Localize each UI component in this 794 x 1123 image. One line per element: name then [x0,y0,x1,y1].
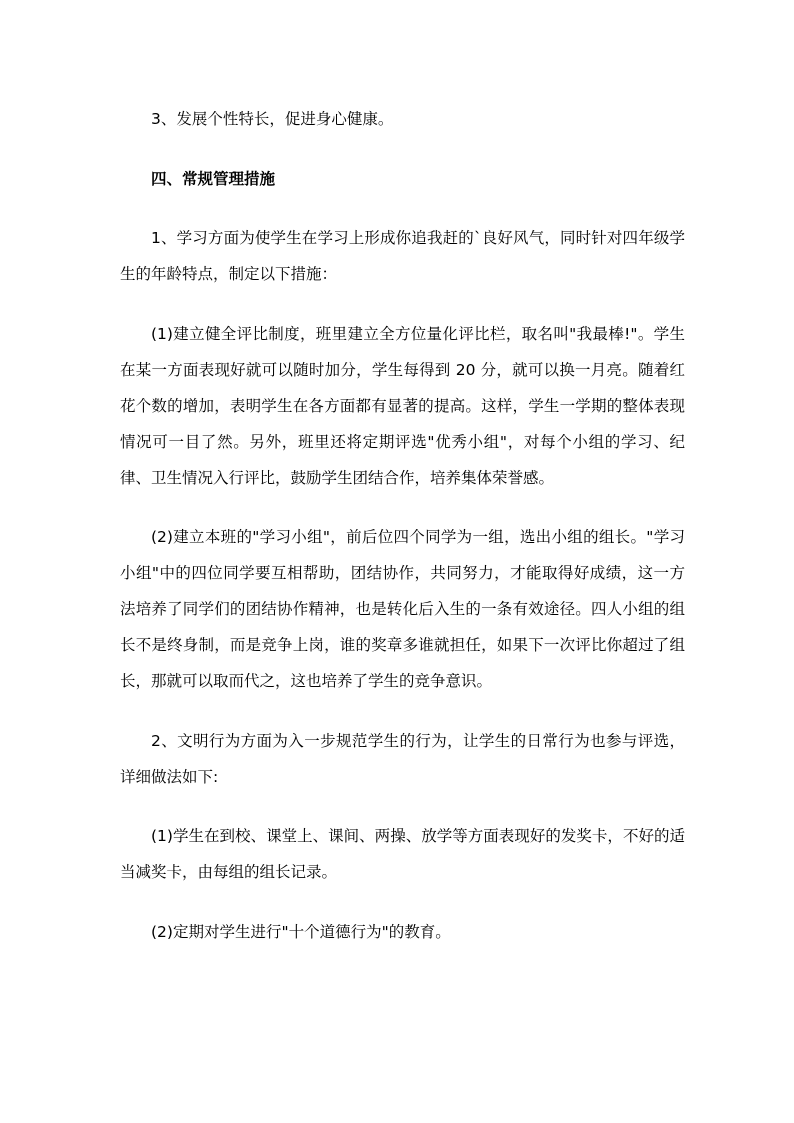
document-body [120,101,685,950]
list-item-3: 3、发展个性特长，促进身心健康。 [151,110,394,128]
paragraph-moral-education: (2)定期对学生进行"十个道德行为"的教育。 [151,922,451,941]
paragraph-civil-behavior: 2、文明行为方面为入一步规范学生的行为，让学生的日常行为也参与评选，详细做法如下: [120,731,685,786]
paragraph-study-groups: (2)建立本班的"学习小组"，前后位四个同学为一组，选出小组的组长。"学习小组"中的四位同学要互相帮助，团结协作，共同努力，才能取得好成绩，这一方法培养了同学们的团结协作精神，也是转化后入生的一条有效途径。四人小组的组长不是终身制，而是竞争上岗，谁的奖章多谁就担任，如果下一次评比你超过了组长，那就可以取而代之，这也培养了学生的竞争意识。 [120,528,685,690]
section-heading: 四、常规管理措施 [151,169,276,188]
paragraph-reward-cards: (1)学生在到校、课堂上、课间、两操、放学等方面表现好的发奖卡，不好的适当减奖卡，由每组的组长记录。 [120,827,685,881]
paragraph-study: 1、学习方面为使学生在学习上形成你追我赶的`良好风气，同时针对四年级学生的年龄特点，制定以下措施： [120,229,685,283]
paragraph-evaluation-system: (1)建立健全评比制度，班里建立全方位量化评比栏，取名叫"我最棒!"。学生在某一方面表现好就可以随时加分，学生每得到 20 分，就可以换一月亮。随着红花个数的增加，表明学生在各方面都有显著的提高。这样，学生一学期的整体表现情况可一目了然。另外，班里还将定期评选"优秀小组"，对每个小组的学习、纪律、卫生情况入行评比，鼓励学生团结合作，培养集体荣誉感。 [120,324,685,487]
